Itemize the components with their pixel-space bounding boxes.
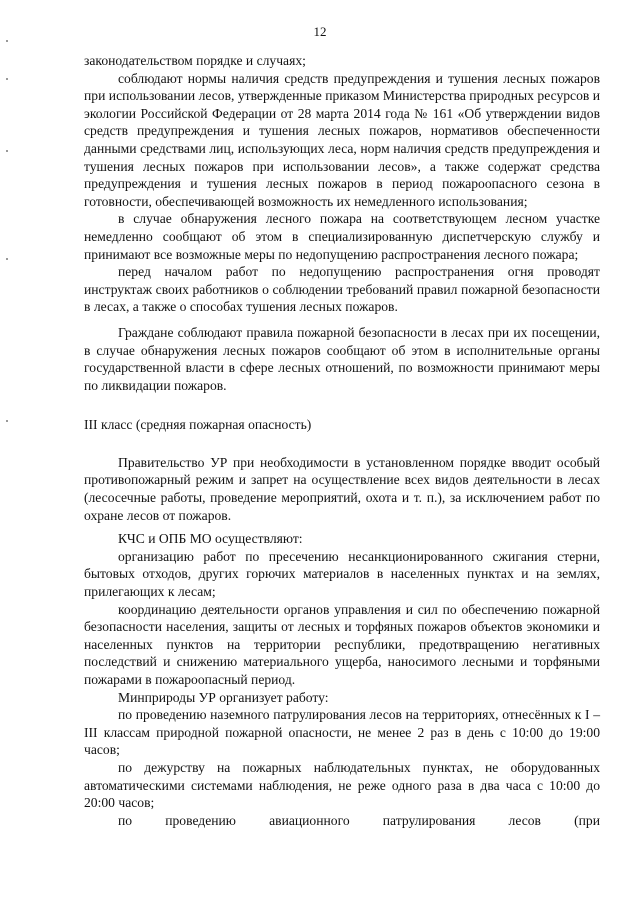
scan-mark [6,78,8,80]
scan-mark [6,420,8,422]
paragraph: координацию деятельности органов управления и сил по обеспечению пожарной безопасности населения, защиты от лесных и торфяных пожаров объектов экономики и населенных пунктов на территории республики, предотвращению негативных последствий и снижению материального ущерба, наносимого лесными и торфяными пожарами в пожароопасный период. [84,601,600,687]
scan-mark [6,258,8,260]
paragraph: КЧС и ОПБ МО осуществляют: [118,531,303,547]
paragraph: Граждане соблюдают правила пожарной безопасности в лесах при их посещении, в случае обнаружения лесных пожаров сообщают об этом в исполнительные органы государственной власти в сфере лесных отношений, по возможности принимают меры по ликвидации пожаров. [84,324,600,393]
paragraph: Минприроды УР организует работу: [118,689,329,705]
paragraph: по дежурству на пожарных наблюдательных пунктах, не оборудованных автоматическими системами наблюдения, не реже одного раза в два часа с 10:00 до 20:00 часов; [84,759,600,811]
paragraph: по проведению наземного патрулирования лесов на территориях, отнесённых к I – III классам природной пожарной опасности, не менее 2 раз в день с 10:00 до 19:00 часов; [84,707,600,758]
document-body [84,52,600,829]
section-heading: III класс (средняя пожарная опасность) [84,417,312,433]
paragraph: соблюдают нормы наличия средств предупреждения и тушения лесных пожаров при использовании лесов, утвержденные приказом Министерства природных ресурсов и экологии Российской Федерации от 28 марта 2014 года № 161 «Об утверждении видов средств предупреждения и тушения лесных пожаров, нормативов обеспеченности данными средствами лиц, использующих леса, норм наличия средств предупреждения и тушения лесных пожаров при использовании лесов», а также содержат средства предупреждения и тушения лесных пожаров в период пожароопасного сезона в готовности, обеспечивающей возможность их немедленного использования; [84,70,600,209]
paragraph: в случае обнаружения лесного пожара на соответствующем лесном участке немедленно сообщают об этом в специализированную диспетчерскую службу и принимают все возможные меры по недопущению распространения лесного пожара; [84,211,600,262]
paragraph: организацию работ по пресечению несанкционированного сжигания стерни, бытовых отходов, других горючих материалов в населенных пунктах и на землях, прилегающих к лесам; [84,548,600,600]
paragraph: перед началом работ по недопущению распространения огня проводят инструктаж своих работников о соблюдении требований правил пожарной безопасности в лесах, а также о способах тушения лесных пожаров. [84,264,600,315]
paragraph: Правительство УР при необходимости в установленном порядке вводит особый противопожарный режим и запрет на осуществление всех видов деятельности в лесах (лесосечные работы, проведение мероприятий, охота и т. п.), за исключением работ по охране лесов от пожаров. [84,454,600,523]
scan-mark [6,40,8,42]
paragraph: по проведению авиационного патрулирования лесов (при [118,812,600,828]
scan-mark [6,150,8,152]
paragraph: законодательством порядке и случаях; [84,53,306,68]
page-number: 12 [313,24,327,39]
